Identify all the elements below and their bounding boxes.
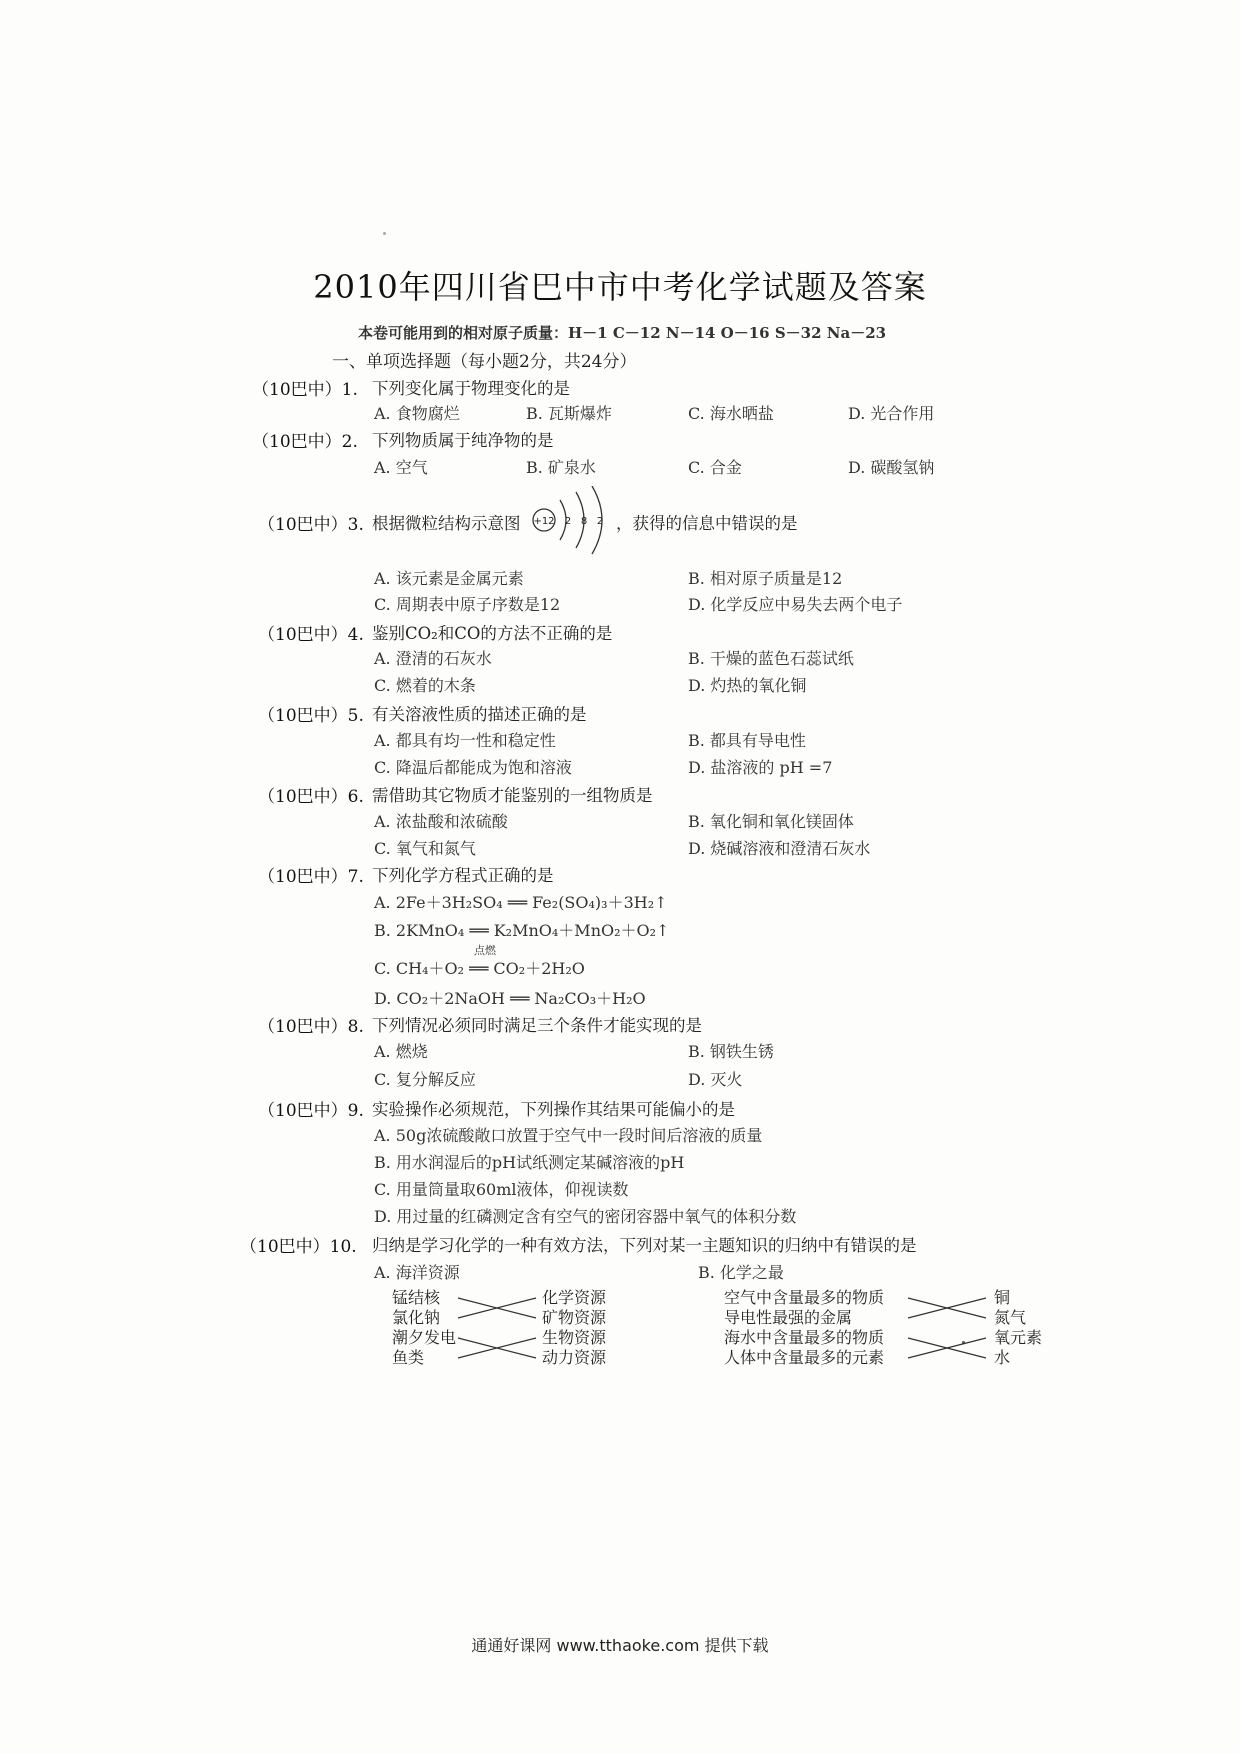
question-text: 下列情况必须同时满足三个条件才能实现的是 xyxy=(372,1016,702,1035)
shell-electrons: 2 xyxy=(596,516,604,527)
option-a: A. 空气 xyxy=(374,458,428,477)
match-left-item: 锰结核 xyxy=(392,1288,441,1307)
match-right-item: 化学资源 xyxy=(542,1288,607,1307)
option-c: C. 氧气和氮气 xyxy=(374,839,476,858)
option-a: A. 澄清的石灰水 xyxy=(374,649,492,668)
match-right-item: 铜 xyxy=(994,1288,1011,1307)
match-left-item: 海水中含量最多的物质 xyxy=(724,1328,885,1347)
question-tag: （10巴中）6. xyxy=(258,787,364,807)
page-title: 2010年四川省巴中市中考化学试题及答案 xyxy=(313,268,927,306)
match-left-item: 人体中含量最多的元素 xyxy=(724,1348,885,1367)
option-b: B. 钢铁生锈 xyxy=(688,1042,774,1061)
match-right-item: 氧元素 xyxy=(994,1328,1043,1347)
match-left-item: 潮夕发电 xyxy=(392,1328,457,1347)
option-c: C. 复分解反应 xyxy=(374,1070,476,1089)
option-c: C. 燃着的木条 xyxy=(374,676,476,695)
option-b: B. 化学之最 xyxy=(698,1263,784,1282)
question-text: 需借助其它物质才能鉴别的一组物质是 xyxy=(372,786,653,805)
question-text: 根据微粒结构示意图 xyxy=(372,514,521,533)
atom-structure-diagram xyxy=(530,486,624,556)
question-text: 下列物质属于纯净物的是 xyxy=(372,431,554,450)
option-a: A. 50g浓硫酸敞口放置于空气中一段时间后溶液的质量 xyxy=(374,1126,763,1145)
question-tag: （10巴中）1. xyxy=(252,380,358,400)
option-b: B. 瓦斯爆炸 xyxy=(526,404,612,423)
match-left-item: 鱼类 xyxy=(392,1348,425,1367)
shell-electrons: 2 xyxy=(564,516,572,527)
match-right-item: 水 xyxy=(994,1348,1011,1367)
option-c: C. 海水晒盐 xyxy=(688,404,774,423)
option-a-equation: A. 2Fe＋3H₂SO₄ ══ Fe₂(SO₄)₃＋3H₂↑ xyxy=(374,893,668,912)
question-text: 下列化学方程式正确的是 xyxy=(372,866,554,885)
option-d: D. 灼热的氧化铜 xyxy=(688,676,807,695)
question-text: 有关溶液性质的描述正确的是 xyxy=(372,705,587,724)
matching-lines xyxy=(452,1288,542,1370)
nucleus-charge: +12 xyxy=(533,516,555,527)
option-d: D. 碳酸氢钠 xyxy=(848,458,935,477)
option-a: A. 食物腐烂 xyxy=(374,404,460,423)
matching-diagram-a xyxy=(392,1288,632,1378)
option-a: A. 该元素是金属元素 xyxy=(374,569,524,588)
section-heading: 一、单项选择题（每小题2分，共24分） xyxy=(332,352,637,372)
option-c: C. 合金 xyxy=(688,458,742,477)
match-left-item: 空气中含量最多的物质 xyxy=(724,1288,885,1307)
question-tag: （10巴中）4. xyxy=(258,625,364,645)
question-tag: （10巴中）7. xyxy=(258,867,364,887)
scan-speck xyxy=(383,232,386,235)
question-tag: （10巴中）3. xyxy=(258,515,364,535)
match-right-item: 生物资源 xyxy=(542,1328,607,1347)
match-right-item: 氮气 xyxy=(994,1308,1027,1327)
option-b: B. 用水润湿后的pH试纸测定某碱溶液的pH xyxy=(374,1153,685,1172)
option-b: B. 矿泉水 xyxy=(526,458,596,477)
option-b: B. 都具有导电性 xyxy=(688,731,806,750)
option-b: B. 相对原子质量是12 xyxy=(688,569,843,588)
shell-electrons: 8 xyxy=(580,516,588,527)
matching-lines xyxy=(902,1288,992,1370)
option-d: D. 化学反应中易失去两个电子 xyxy=(688,595,903,614)
match-left-item: 导电性最强的金属 xyxy=(724,1308,853,1327)
question-tag: （10巴中）2. xyxy=(252,432,358,452)
match-left-item: 氯化钠 xyxy=(392,1308,441,1327)
question-text: 实验操作必须规范，下列操作其结果可能偏小的是 xyxy=(372,1100,735,1119)
option-a: A. 浓盐酸和浓硫酸 xyxy=(374,812,508,831)
option-d-equation: D. CO₂＋2NaOH ══ Na₂CO₃＋H₂O xyxy=(374,989,646,1008)
question-tag: （10巴中）5. xyxy=(258,706,364,726)
match-right-item: 矿物资源 xyxy=(542,1308,607,1327)
option-c: C. 周期表中原子序数是12 xyxy=(374,595,561,614)
option-a: A. 燃烧 xyxy=(374,1042,428,1061)
question-text: 鉴别CO₂和CO的方法不正确的是 xyxy=(372,624,613,643)
option-c-equation: C. CH₄＋O₂ ══ CO₂＋2H₂O xyxy=(374,959,585,978)
atomic-mass-note: 本卷可能用到的相对原子质量：H－1 C－12 N－14 O－16 S－32 Na－23 xyxy=(358,324,887,342)
option-c: C. 降温后都能成为饱和溶液 xyxy=(374,758,572,777)
option-d: D. 灭火 xyxy=(688,1070,743,1089)
question-text: 下列变化属于物理变化的是 xyxy=(372,379,570,398)
matching-diagram-b xyxy=(724,1288,1064,1378)
question-tag: （10巴中）9. xyxy=(258,1101,364,1121)
question-tag: （10巴中）10. xyxy=(240,1237,357,1257)
option-d: D. 盐溶液的 pH =7 xyxy=(688,758,833,777)
question-text: 归纳是学习化学的一种有效方法，下列对某一主题知识的归纳中有错误的是 xyxy=(372,1236,917,1255)
option-c: C. 用量筒量取60ml液体，仰视读数 xyxy=(374,1180,629,1199)
option-a: A. 都具有均一性和稳定性 xyxy=(374,731,556,750)
reaction-condition: 点燃 xyxy=(474,944,496,957)
option-b-equation: B. 2KMnO₄ ══ K₂MnO₄＋MnO₂＋O₂↑ xyxy=(374,921,670,940)
option-d: D. 光合作用 xyxy=(848,404,935,423)
question-text: ，获得的信息中错误的是 xyxy=(616,514,798,533)
option-d: D. 烧碱溶液和澄清石灰水 xyxy=(688,839,871,858)
option-d: D. 用过量的红磷测定含有空气的密闭容器中氧气的体积分数 xyxy=(374,1207,797,1226)
match-right-item: 动力资源 xyxy=(542,1348,607,1367)
option-b: B. 干燥的蓝色石蕊试纸 xyxy=(688,649,854,668)
option-a: A. 海洋资源 xyxy=(374,1263,460,1282)
option-b: B. 氧化铜和氧化镁固体 xyxy=(688,812,854,831)
footer-download-note: 通通好课网 www.tthaoke.com 提供下载 xyxy=(471,1636,769,1655)
question-tag: （10巴中）8. xyxy=(258,1017,364,1037)
